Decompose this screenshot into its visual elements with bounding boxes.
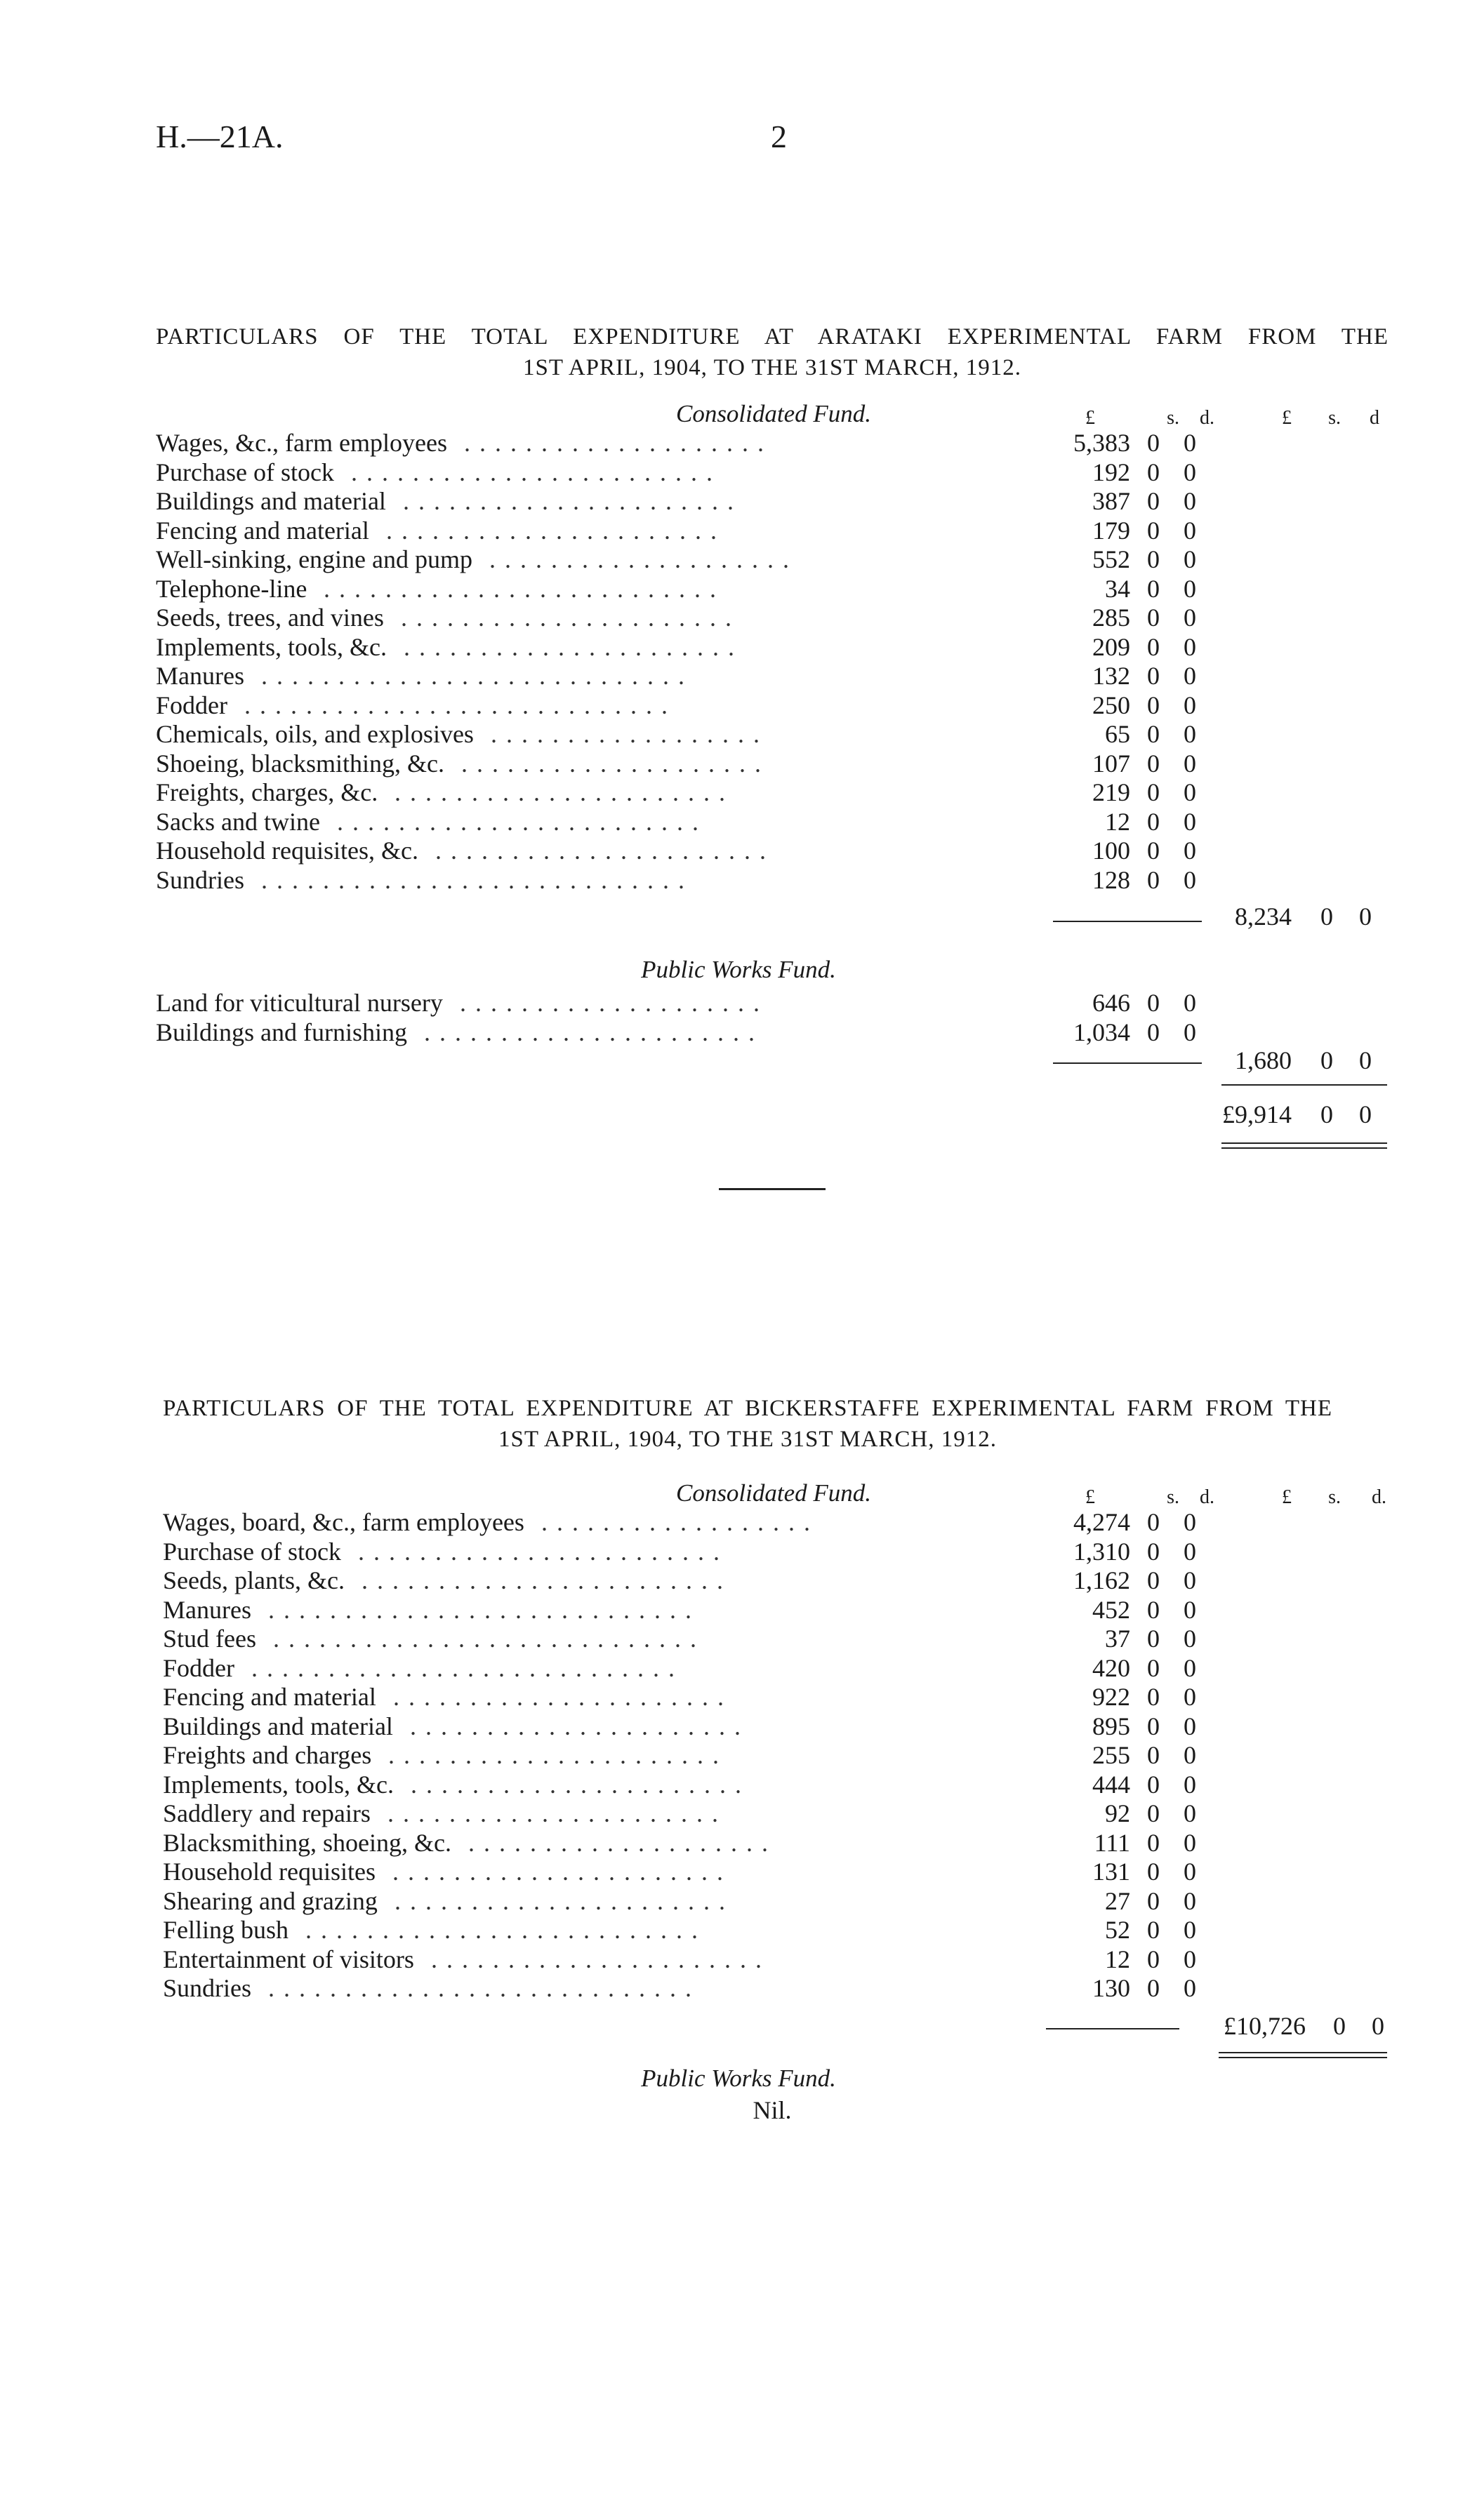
leader-dots: . . . . . . . . . . . . . . . . . . . . . . (393, 1683, 725, 1711)
row-pounds: 107 (1092, 749, 1130, 778)
row-label: Fencing and material (163, 1683, 376, 1711)
leader-dots: . . . . . . . . . . . . . . . . . . . . . . . . . . . . (261, 662, 686, 690)
leader-dots: . . . . . . . . . . . . . . . . . . . . . . (386, 516, 718, 545)
row-shillings: 0 (1147, 1828, 1160, 1857)
table-row (0, 1595, 1484, 1625)
table-row (0, 486, 1484, 516)
row-pence: 0 (1184, 662, 1196, 690)
row-pence: 0 (1184, 836, 1196, 865)
leader-dots: . . . . . . . . . . . . . . . . . . . . . . . . . . . . (273, 1625, 698, 1653)
row-shillings: 0 (1147, 1945, 1160, 1973)
section1-title-line2: 1ST APRIL, 1904, TO THE 31ST MARCH, 1912. (523, 355, 1021, 380)
row-shillings: 0 (1147, 1683, 1160, 1711)
table-row (0, 545, 1484, 574)
row-pence: 0 (1184, 545, 1196, 573)
row-label: Buildings and material (163, 1712, 393, 1740)
row-label: Purchase of stock (156, 458, 334, 486)
row-shillings: 0 (1147, 1741, 1160, 1769)
section2-consolidated-total-pounds: £10,726 (1224, 2012, 1306, 2040)
row-pence: 0 (1184, 1595, 1196, 1624)
row-shillings: 0 (1147, 836, 1160, 865)
section1-col-pence: d. (1200, 407, 1214, 429)
row-pounds: 4,274 (1073, 1508, 1130, 1536)
row-pence: 0 (1184, 1886, 1196, 1915)
table-row (0, 1945, 1484, 1974)
row-label: Shearing and grazing (163, 1886, 378, 1915)
row-pence: 0 (1184, 604, 1196, 632)
table-row (0, 719, 1484, 749)
row-shillings: 0 (1147, 545, 1160, 573)
table-row (0, 749, 1484, 778)
row-label: Fodder (156, 691, 227, 719)
row-label: Sacks and twine (156, 807, 320, 836)
section1-col-total-pence: d (1370, 407, 1379, 429)
row-pounds: 37 (1105, 1625, 1130, 1653)
table-row (0, 458, 1484, 487)
section2-total-double-rule (1219, 2052, 1387, 2058)
section1-consolidated-fund-heading: Consolidated Fund. (675, 400, 872, 427)
leader-dots: . . . . . . . . . . . . . . . . . . . . . . (401, 604, 733, 632)
table-row (0, 1828, 1484, 1858)
table-row (0, 1799, 1484, 1828)
row-shillings: 0 (1147, 574, 1160, 603)
section2-col-shillings: s. (1167, 1486, 1179, 1508)
section1-grand-total-rule (1221, 1084, 1387, 1086)
row-label: Household requisites (163, 1858, 376, 1886)
leader-dots: . . . . . . . . . . . . . . . . . . . . . . . . . . . . (261, 865, 686, 894)
row-label: Household requisites, &c. (156, 836, 418, 865)
row-pounds: 895 (1092, 1712, 1130, 1740)
row-pence: 0 (1184, 989, 1196, 1017)
table-row (0, 1770, 1484, 1799)
row-pounds: 12 (1105, 807, 1130, 836)
section2-subtotal-rule (1046, 2028, 1179, 2029)
row-shillings: 0 (1147, 1770, 1160, 1799)
row-pence: 0 (1184, 1828, 1196, 1857)
row-pence: 0 (1184, 429, 1196, 457)
section1-title (156, 321, 1389, 383)
row-pounds: 92 (1105, 1799, 1130, 1827)
section1-col-pounds: £ (1085, 407, 1095, 429)
row-label: Seeds, plants, &c. (163, 1566, 345, 1594)
row-pounds: 192 (1092, 458, 1130, 486)
row-pence: 0 (1184, 516, 1196, 545)
row-pounds: 452 (1092, 1595, 1130, 1624)
leader-dots: . . . . . . . . . . . . . . . . . . . . . . . . . . (305, 1916, 699, 1944)
row-shillings: 0 (1147, 429, 1160, 457)
leader-dots: . . . . . . . . . . . . . . . . . . . . . . (404, 632, 736, 661)
row-pence: 0 (1184, 807, 1196, 836)
row-shillings: 0 (1147, 1886, 1160, 1915)
table-row (0, 428, 1484, 458)
table-row (0, 691, 1484, 720)
row-pence: 0 (1184, 1858, 1196, 1886)
row-pounds: 1,034 (1073, 1018, 1130, 1046)
row-label: Entertainment of visitors (163, 1945, 414, 1973)
row-pounds: 100 (1092, 836, 1130, 865)
section1-public-works-total-pounds: 1,680 (1235, 1046, 1292, 1074)
row-pounds: 250 (1092, 691, 1130, 719)
section1-grand-total-pounds: £9,914 (1222, 1100, 1292, 1128)
row-pence: 0 (1184, 1537, 1196, 1566)
table-row (0, 1537, 1484, 1566)
row-pence: 0 (1184, 1683, 1196, 1711)
section1-consolidated-total (1193, 902, 1372, 931)
row-pence: 0 (1184, 632, 1196, 661)
row-shillings: 0 (1147, 1799, 1160, 1827)
leader-dots: . . . . . . . . . . . . . . . . . . . . (461, 749, 762, 778)
table-row (0, 988, 1484, 1018)
section1-consolidated-total-pence: 0 (1359, 902, 1372, 931)
row-pounds: 255 (1092, 1741, 1130, 1769)
leader-dots: . . . . . . . . . . . . . . . . . . . . . . (435, 836, 767, 865)
row-shillings: 0 (1147, 720, 1160, 748)
section1-public-works-heading: Public Works Fund. (641, 956, 836, 983)
row-pounds: 111 (1094, 1828, 1130, 1857)
row-pounds: 179 (1092, 516, 1130, 545)
leader-dots: . . . . . . . . . . . . . . . . . . . . . . (387, 1799, 720, 1827)
section1-col-shillings: s. (1167, 407, 1179, 429)
table-row (0, 1886, 1484, 1916)
table-row (0, 1857, 1484, 1886)
leader-dots: . . . . . . . . . . . . . . . . . . . . . . . . (358, 1537, 721, 1566)
row-label: Blacksmithing, shoeing, &c. (163, 1828, 451, 1857)
row-label: Buildings and material (156, 487, 386, 515)
row-label: Manures (163, 1595, 251, 1624)
section1-grand-total-shillings: 0 (1320, 1100, 1333, 1128)
row-shillings: 0 (1147, 691, 1160, 719)
row-label: Felling bush (163, 1916, 289, 1944)
leader-dots: . . . . . . . . . . . . . . . . . . (541, 1508, 811, 1536)
row-pounds: 5,383 (1073, 429, 1130, 457)
table-row (0, 1566, 1484, 1595)
leader-dots: . . . . . . . . . . . . . . . . . . . . . . . . (351, 458, 714, 486)
row-label: Fencing and material (156, 516, 369, 545)
row-label: Shoeing, blacksmithing, &c. (156, 749, 444, 778)
row-shillings: 0 (1147, 749, 1160, 778)
leader-dots: . . . . . . . . . . . . . . . . . . . . (489, 545, 790, 573)
table-row (0, 836, 1484, 865)
row-shillings: 0 (1147, 1858, 1160, 1886)
row-pence: 0 (1184, 1653, 1196, 1682)
row-pounds: 130 (1092, 1974, 1130, 2002)
row-pounds: 12 (1105, 1945, 1130, 1973)
row-pence: 0 (1184, 691, 1196, 719)
table-row (0, 1973, 1484, 2003)
table-row (0, 865, 1484, 895)
row-pence: 0 (1184, 458, 1196, 486)
section1-col-total-shillings: s. (1328, 407, 1341, 429)
table-row (0, 1682, 1484, 1712)
row-pence: 0 (1184, 574, 1196, 603)
row-pence: 0 (1184, 1566, 1196, 1594)
row-pence: 0 (1184, 749, 1196, 778)
leader-dots: . . . . . . . . . . . . . . . . . . . . . . (411, 1770, 743, 1799)
leader-dots: . . . . . . . . . . . . . . . . . . . . (464, 429, 765, 457)
table-row (0, 1653, 1484, 1683)
row-pounds: 27 (1105, 1886, 1130, 1915)
section2-consolidated-total-pence: 0 (1372, 2012, 1384, 2040)
section2-title-line2: 1ST APRIL, 1904, TO THE 31ST MARCH, 1912. (498, 1427, 997, 1452)
row-label: Fodder (163, 1653, 234, 1682)
row-shillings: 0 (1147, 516, 1160, 545)
section2-col-pounds: £ (1085, 1486, 1095, 1508)
section1-public-works-total-pence: 0 (1359, 1046, 1372, 1074)
row-pounds: 646 (1092, 989, 1130, 1017)
row-pence: 0 (1184, 487, 1196, 515)
leader-dots: . . . . . . . . . . . . . . . . . . . . . . (431, 1945, 763, 1973)
leader-dots: . . . . . . . . . . . . . . . . . . . . . . . . (362, 1566, 724, 1594)
row-pence: 0 (1184, 1945, 1196, 1973)
section2-col-total-pence: d. (1372, 1486, 1386, 1508)
row-label: Purchase of stock (163, 1537, 341, 1566)
row-shillings: 0 (1147, 632, 1160, 661)
row-pounds: 285 (1092, 604, 1130, 632)
row-label: Wages, &c., farm employees (156, 429, 447, 457)
row-label: Well-sinking, engine and pump (156, 545, 473, 573)
row-label: Implements, tools, &c. (163, 1770, 394, 1799)
row-label: Chemicals, oils, and explosives (156, 720, 474, 748)
row-shillings: 0 (1147, 487, 1160, 515)
row-pounds: 387 (1092, 487, 1130, 515)
leader-dots: . . . . . . . . . . . . . . . . . . . . (460, 989, 761, 1017)
section1-grand-total-pence: 0 (1359, 1100, 1372, 1128)
row-label: Telephone-line (156, 574, 307, 603)
row-shillings: 0 (1147, 1566, 1160, 1594)
row-label: Land for viticultural nursery (156, 989, 443, 1017)
table-row (0, 632, 1484, 662)
leader-dots: . . . . . . . . . . . . . . . . . . . . (468, 1828, 769, 1857)
leader-dots: . . . . . . . . . . . . . . . . . . . . . . . . . . . . (251, 1653, 676, 1682)
section1-col-total-pounds: £ (1282, 407, 1292, 429)
leader-dots: . . . . . . . . . . . . . . . . . . . . . . . . . . . . (268, 1595, 693, 1624)
row-pence: 0 (1184, 1916, 1196, 1944)
row-pence: 0 (1184, 720, 1196, 748)
row-label: Saddlery and repairs (163, 1799, 371, 1827)
leader-dots: . . . . . . . . . . . . . . . . . . . . . . (388, 1741, 720, 1769)
row-pounds: 552 (1092, 545, 1130, 573)
row-label: Wages, board, &c., farm employees (163, 1508, 524, 1536)
table-row (0, 807, 1484, 836)
table-row (0, 574, 1484, 604)
leader-dots: . . . . . . . . . . . . . . . . . . . . . . (403, 487, 735, 515)
row-label: Seeds, trees, and vines (156, 604, 384, 632)
row-shillings: 0 (1147, 1537, 1160, 1566)
row-pence: 0 (1184, 1741, 1196, 1769)
row-shillings: 0 (1147, 662, 1160, 690)
row-pounds: 219 (1092, 778, 1130, 806)
section1-consolidated-total-shillings: 0 (1320, 902, 1333, 931)
row-pence: 0 (1184, 778, 1196, 806)
row-pence: 0 (1184, 1799, 1196, 1827)
row-pounds: 132 (1092, 662, 1130, 690)
row-pounds: 922 (1092, 1683, 1130, 1711)
section1-public-works-total (1193, 1046, 1372, 1075)
section1-title-line1: PARTICULARS OF THE TOTAL EXPENDITURE AT ARATAKI EXPERIMENTAL FARM FROM THE (156, 324, 1389, 349)
table-row (0, 778, 1484, 807)
table-row (0, 661, 1484, 691)
table-row (0, 1740, 1484, 1770)
leader-dots: . . . . . . . . . . . . . . . . . . (491, 720, 761, 748)
row-pounds: 34 (1105, 574, 1130, 603)
row-shillings: 0 (1147, 865, 1160, 894)
table-row (0, 1018, 1484, 1047)
section2-col-total-shillings: s. (1328, 1486, 1341, 1508)
row-shillings: 0 (1147, 778, 1160, 806)
section2-title (163, 1393, 1332, 1455)
section2-public-works-nil: Nil. (753, 2096, 792, 2124)
row-pounds: 128 (1092, 865, 1130, 894)
row-label: Buildings and furnishing (156, 1018, 407, 1046)
table-row (0, 603, 1484, 632)
row-label: Manures (156, 662, 244, 690)
leader-dots: . . . . . . . . . . . . . . . . . . . . . . (395, 1886, 727, 1915)
row-label: Freights and charges (163, 1741, 372, 1769)
leader-dots: . . . . . . . . . . . . . . . . . . . . . . (395, 778, 727, 806)
section1-grand-total (1193, 1100, 1372, 1129)
row-label: Sundries (156, 865, 244, 894)
section1-public-works-total-shillings: 0 (1320, 1046, 1333, 1074)
section2-col-total-pounds: £ (1282, 1486, 1292, 1508)
row-pounds: 1,310 (1073, 1537, 1130, 1566)
leader-dots: . . . . . . . . . . . . . . . . . . . . . . (410, 1712, 742, 1740)
row-pence: 0 (1184, 1712, 1196, 1740)
row-shillings: 0 (1147, 458, 1160, 486)
section2-consolidated-total-shillings: 0 (1333, 2012, 1346, 2040)
row-shillings: 0 (1147, 1625, 1160, 1653)
leader-dots: . . . . . . . . . . . . . . . . . . . . . . (424, 1018, 756, 1046)
row-pounds: 131 (1092, 1858, 1130, 1886)
row-label: Stud fees (163, 1625, 256, 1653)
row-shillings: 0 (1147, 807, 1160, 836)
section-separator (719, 1188, 826, 1190)
row-shillings: 0 (1147, 1712, 1160, 1740)
row-pounds: 52 (1105, 1916, 1130, 1944)
table-row (0, 1712, 1484, 1741)
section2-consolidated-total (1193, 2011, 1384, 2041)
row-pence: 0 (1184, 1770, 1196, 1799)
row-pounds: 65 (1105, 720, 1130, 748)
section2-consolidated-fund-heading: Consolidated Fund. (675, 1479, 872, 1507)
section1-grand-total-double-rule (1221, 1142, 1387, 1149)
row-shillings: 0 (1147, 1595, 1160, 1624)
row-shillings: 0 (1147, 1974, 1160, 2002)
row-shillings: 0 (1147, 1916, 1160, 1944)
row-label: Sundries (163, 1974, 251, 2002)
row-pounds: 209 (1092, 632, 1130, 661)
section1-consolidated-total-pounds: 8,234 (1235, 902, 1292, 931)
row-shillings: 0 (1147, 1018, 1160, 1046)
row-pence: 0 (1184, 865, 1196, 894)
row-shillings: 0 (1147, 989, 1160, 1017)
table-row (0, 1624, 1484, 1653)
row-pence: 0 (1184, 1625, 1196, 1653)
row-pence: 0 (1184, 1018, 1196, 1046)
row-shillings: 0 (1147, 1653, 1160, 1682)
leader-dots: . . . . . . . . . . . . . . . . . . . . . . . . . . (324, 574, 717, 603)
leader-dots: . . . . . . . . . . . . . . . . . . . . . . . . . . . . (268, 1974, 693, 2002)
row-pence: 0 (1184, 1508, 1196, 1536)
section2-public-works-heading: Public Works Fund. (641, 2065, 836, 2092)
row-pounds: 444 (1092, 1770, 1130, 1799)
section1-subtotal-rule (1053, 921, 1202, 922)
row-pounds: 1,162 (1073, 1566, 1130, 1594)
section2-col-pence: d. (1200, 1486, 1214, 1508)
row-pence: 0 (1184, 1974, 1196, 2002)
page-number: 2 (771, 119, 787, 154)
table-row (0, 1915, 1484, 1945)
row-label: Freights, charges, &c. (156, 778, 378, 806)
row-label: Implements, tools, &c. (156, 632, 387, 661)
leader-dots: . . . . . . . . . . . . . . . . . . . . . . (392, 1858, 724, 1886)
leader-dots: . . . . . . . . . . . . . . . . . . . . . . . . . . . . (244, 691, 669, 719)
section2-title-line1: PARTICULARS OF THE TOTAL EXPENDITURE AT BICKERSTAFFE EXPERIMENTAL FARM FROM THE (163, 1396, 1332, 1421)
document-reference: H.—21A. (156, 119, 284, 154)
leader-dots: . . . . . . . . . . . . . . . . . . . . . . . . (337, 807, 700, 836)
row-shillings: 0 (1147, 1508, 1160, 1536)
row-pounds: 420 (1092, 1653, 1130, 1682)
table-row (0, 1507, 1484, 1537)
section1-pw-subtotal-rule (1053, 1062, 1202, 1064)
table-row (0, 516, 1484, 545)
row-shillings: 0 (1147, 604, 1160, 632)
